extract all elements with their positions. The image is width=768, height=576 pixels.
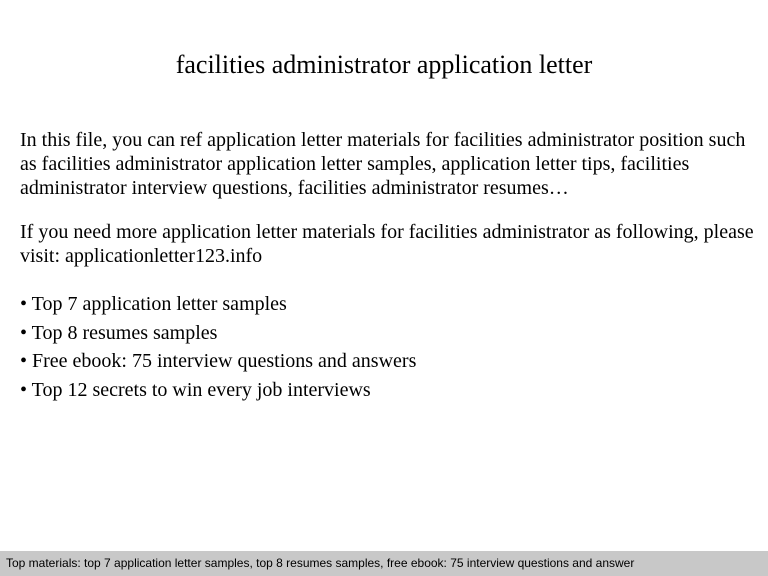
list-item: • Free ebook: 75 interview questions and answers [20, 350, 417, 372]
page-title: facilities administrator application letter [175, 50, 593, 79]
list-item: • Top 12 secrets to win every job interviews [20, 378, 371, 401]
footer-bar: Top materials: top 7 application letter samples, top 8 resumes samples, free ebook: 75 interview questions and answer [0, 551, 768, 576]
intro-paragraph: In this file, you can ref application letter materials for facilities administrator position such as facilities administrator application letter samples, application letter tips, facilities administrator interview questions, facilities administrator resumes… [20, 129, 746, 199]
list-item: • Top 8 resumes samples [20, 321, 218, 344]
materials-list [20, 290, 416, 404]
list-item: • Top 7 application letter samples [20, 293, 287, 315]
visit-paragraph: If you need more application letter materials for facilities administrator as following, please visit: applicationletter123.info [20, 221, 754, 267]
